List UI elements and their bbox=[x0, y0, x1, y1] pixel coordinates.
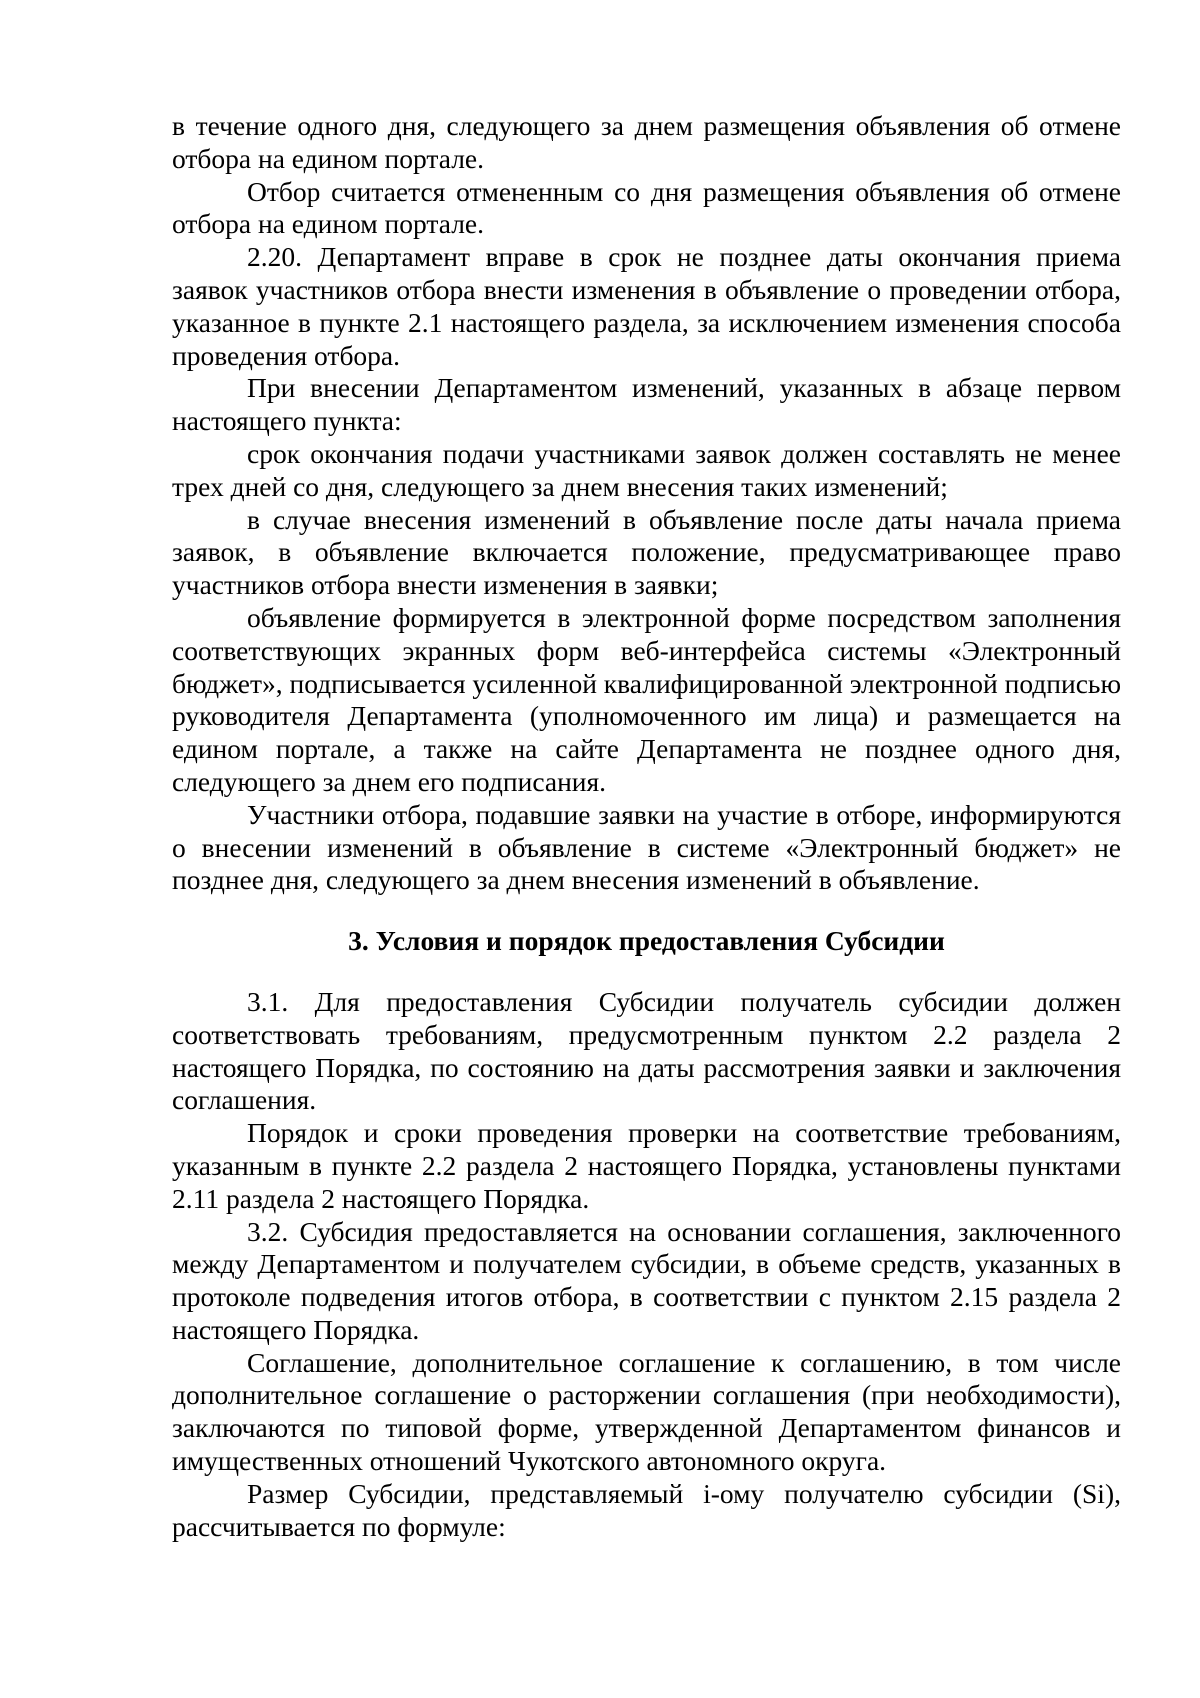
paragraph-continuation: в течение одного дня, следующего за днем размещения объявления об отмене отбора на едином портале. bbox=[172, 110, 1121, 174]
document-page bbox=[172, 110, 1121, 1543]
paragraph-3-2: 3.2. Субсидия предоставляется на основании соглашения, заключенного между Департаментом и получателем субсидии, в объеме средств, указанных в протоколе подведения итогов отбора, в соответствии с пунктом 2.15 раздела 2 настоящего Порядка. bbox=[172, 1215, 1121, 1345]
paragraph-verification-procedure: Порядок и сроки проведения проверки на соответствие требованиям, указанным в пункте 2.2 раздела 2 настоящего Порядка, установлены пунктами 2.11 раздела 2 настоящего Порядка. bbox=[172, 1117, 1121, 1214]
paragraph-participants-informed: Участники отбора, подавшие заявки на участие в отборе, информируются о внесении изменений в объявление в системе «Электронный бюджет» не позднее дня, следующего за днем внесения изменений в объявление. bbox=[172, 798, 1121, 896]
paragraph-3-1: 3.1. Для предоставления Субсидии получатель субсидии должен соответствовать требованиям, предусмотренным пунктом 2.2 раздела 2 настоящего Порядка, по состоянию на даты рассмотрения заявки и заключения соглашения. bbox=[172, 985, 1121, 1116]
paragraph-agreement-form: Соглашение, дополнительное соглашение к соглашению, в том числе дополнительное соглашение о расторжении соглашения (при необходимости), заключаются по типовой форме, утвержденной Департаментом финансов и имущественных отношений Чукотского автономного округа. bbox=[172, 1346, 1121, 1477]
paragraph-deadline: срок окончания подачи участниками заявок должен составлять не менее трех дней со дня, следующего за днем внесения таких изменений; bbox=[172, 437, 1121, 502]
paragraph-changes-intro: При внесении Департаментом изменений, указанных в абзаце первом настоящего пункта: bbox=[172, 372, 1121, 437]
paragraph-cancellation: Отбор считается отмененным со дня размещения объявления об отмене отбора на едином портале. bbox=[172, 175, 1121, 240]
section-heading: 3. Условия и порядок предоставления Субсидии bbox=[348, 925, 945, 957]
paragraph-subsidy-size: Размер Субсидии, представляемый i-ому получателю субсидии (Si), рассчитывается по формуле: bbox=[172, 1477, 1121, 1542]
paragraph-2-20: 2.20. Департамент вправе в срок не позднее даты окончания приема заявок участников отбора внести изменения в объявление о проведении отбора, указанное в пункте 2.1 настоящего раздела, за исключением изменения способа проведения отбора. bbox=[172, 241, 1121, 371]
paragraph-amendment-right: в случае внесения изменений в объявление после даты начала приема заявок, в объявление включается положение, предусматривающее право участников отбора внести изменения в заявки; bbox=[172, 503, 1121, 601]
paragraph-electronic-form: объявление формируется в электронной форме посредством заполнения соответствующих экранных форм веб-интерфейса системы «Электронный бюджет», подписывается усиленной квалифицированной электронной подписью руководителя Департамента (уполномоченного им лица) и размещается на едином портале, а также на сайте Департамента не позднее одного дня, следующего за днем его подписания. bbox=[172, 601, 1121, 797]
